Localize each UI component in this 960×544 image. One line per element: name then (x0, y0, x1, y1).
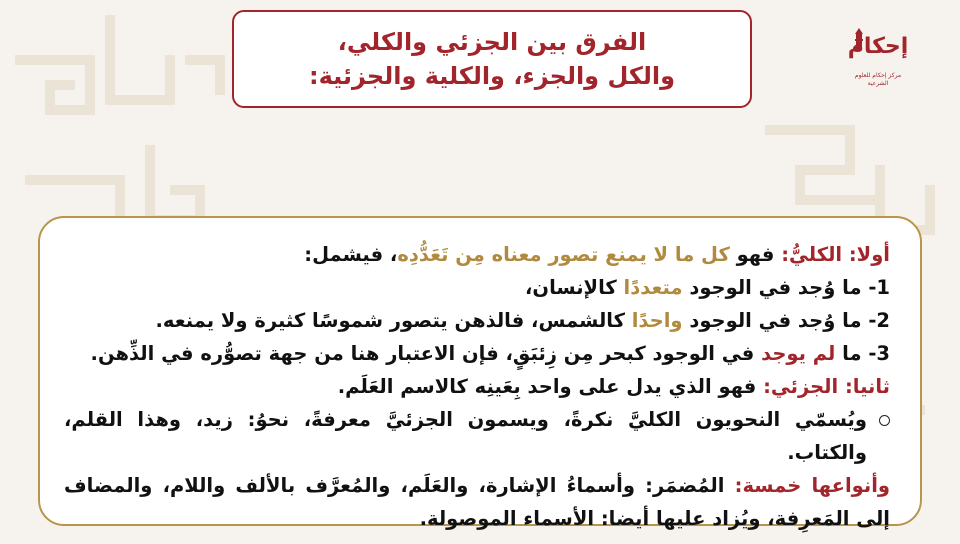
slide-title (232, 10, 752, 108)
definition-kulli: كل ما لا يمنع تصور معناه مِن تَعَدُّدِه (397, 243, 730, 266)
logo-subtitle: مركز إحكام للعلوم الشرعية (854, 72, 902, 87)
keyword: لم يوجد (761, 342, 836, 365)
text: فهو (729, 243, 782, 266)
list-item-3 (64, 337, 890, 370)
text: كالشمس، فالذهن يتصور شموسًا كثيرة ولا يمنعه. (155, 309, 632, 332)
paragraph-kulli (64, 238, 890, 271)
keyword: واحدًا (631, 309, 683, 332)
paragraph-juzi (64, 370, 890, 403)
title-line-1: الفرق بين الجزئي والكلي، (337, 28, 647, 56)
text: 1- ما وُجد في الوجود (682, 276, 890, 299)
title-line-2: والكل والجزء، والكلية والجزئية: (309, 62, 675, 90)
keyword: متعددًا (623, 276, 683, 299)
text: كالإنسان، (525, 276, 624, 299)
text: فهو الذي يدل على واحد بِعَينِه كالاسم العَلَم. (337, 375, 764, 398)
heading-kulli: أولا: الكليُّ: (781, 243, 890, 266)
text: المُضمَر: وأسماءُ الإشارة، والعَلَم، والمُعرَّف بالألف واللام، والمضاف إلى المَعرِفة، ويُزاد عليها أيضا: الأسماء الموصولة. (64, 474, 890, 530)
text: في الوجود كبحر مِن زِئبَقٍ، فإن الاعتبار هنا من جهة تصوُّره في الذِّهن. (90, 342, 762, 365)
circle-bullet-icon (879, 415, 890, 426)
heading-juzi: ثانيا: الجزئي: (763, 375, 890, 398)
text: 2- ما وُجد في الوجود (682, 309, 890, 332)
logo-wordmark: إحكام (847, 34, 909, 59)
list-item-1 (64, 271, 890, 304)
content-box (38, 216, 922, 530)
heading-types: وأنواعها خمسة: (734, 474, 891, 497)
list-item-2 (64, 304, 890, 337)
logo (845, 28, 911, 100)
text: ، فيشمل: (304, 243, 398, 266)
text: ويُسمّي النحويون الكليَّ نكرةً، ويسمون الجزئيَّ معرفةً، نحوُ: زيد، وهذا القلم، والكتاب. (64, 408, 867, 464)
bullet-item (64, 403, 890, 469)
text: 3- ما (835, 342, 890, 365)
paragraph-types (64, 469, 890, 535)
